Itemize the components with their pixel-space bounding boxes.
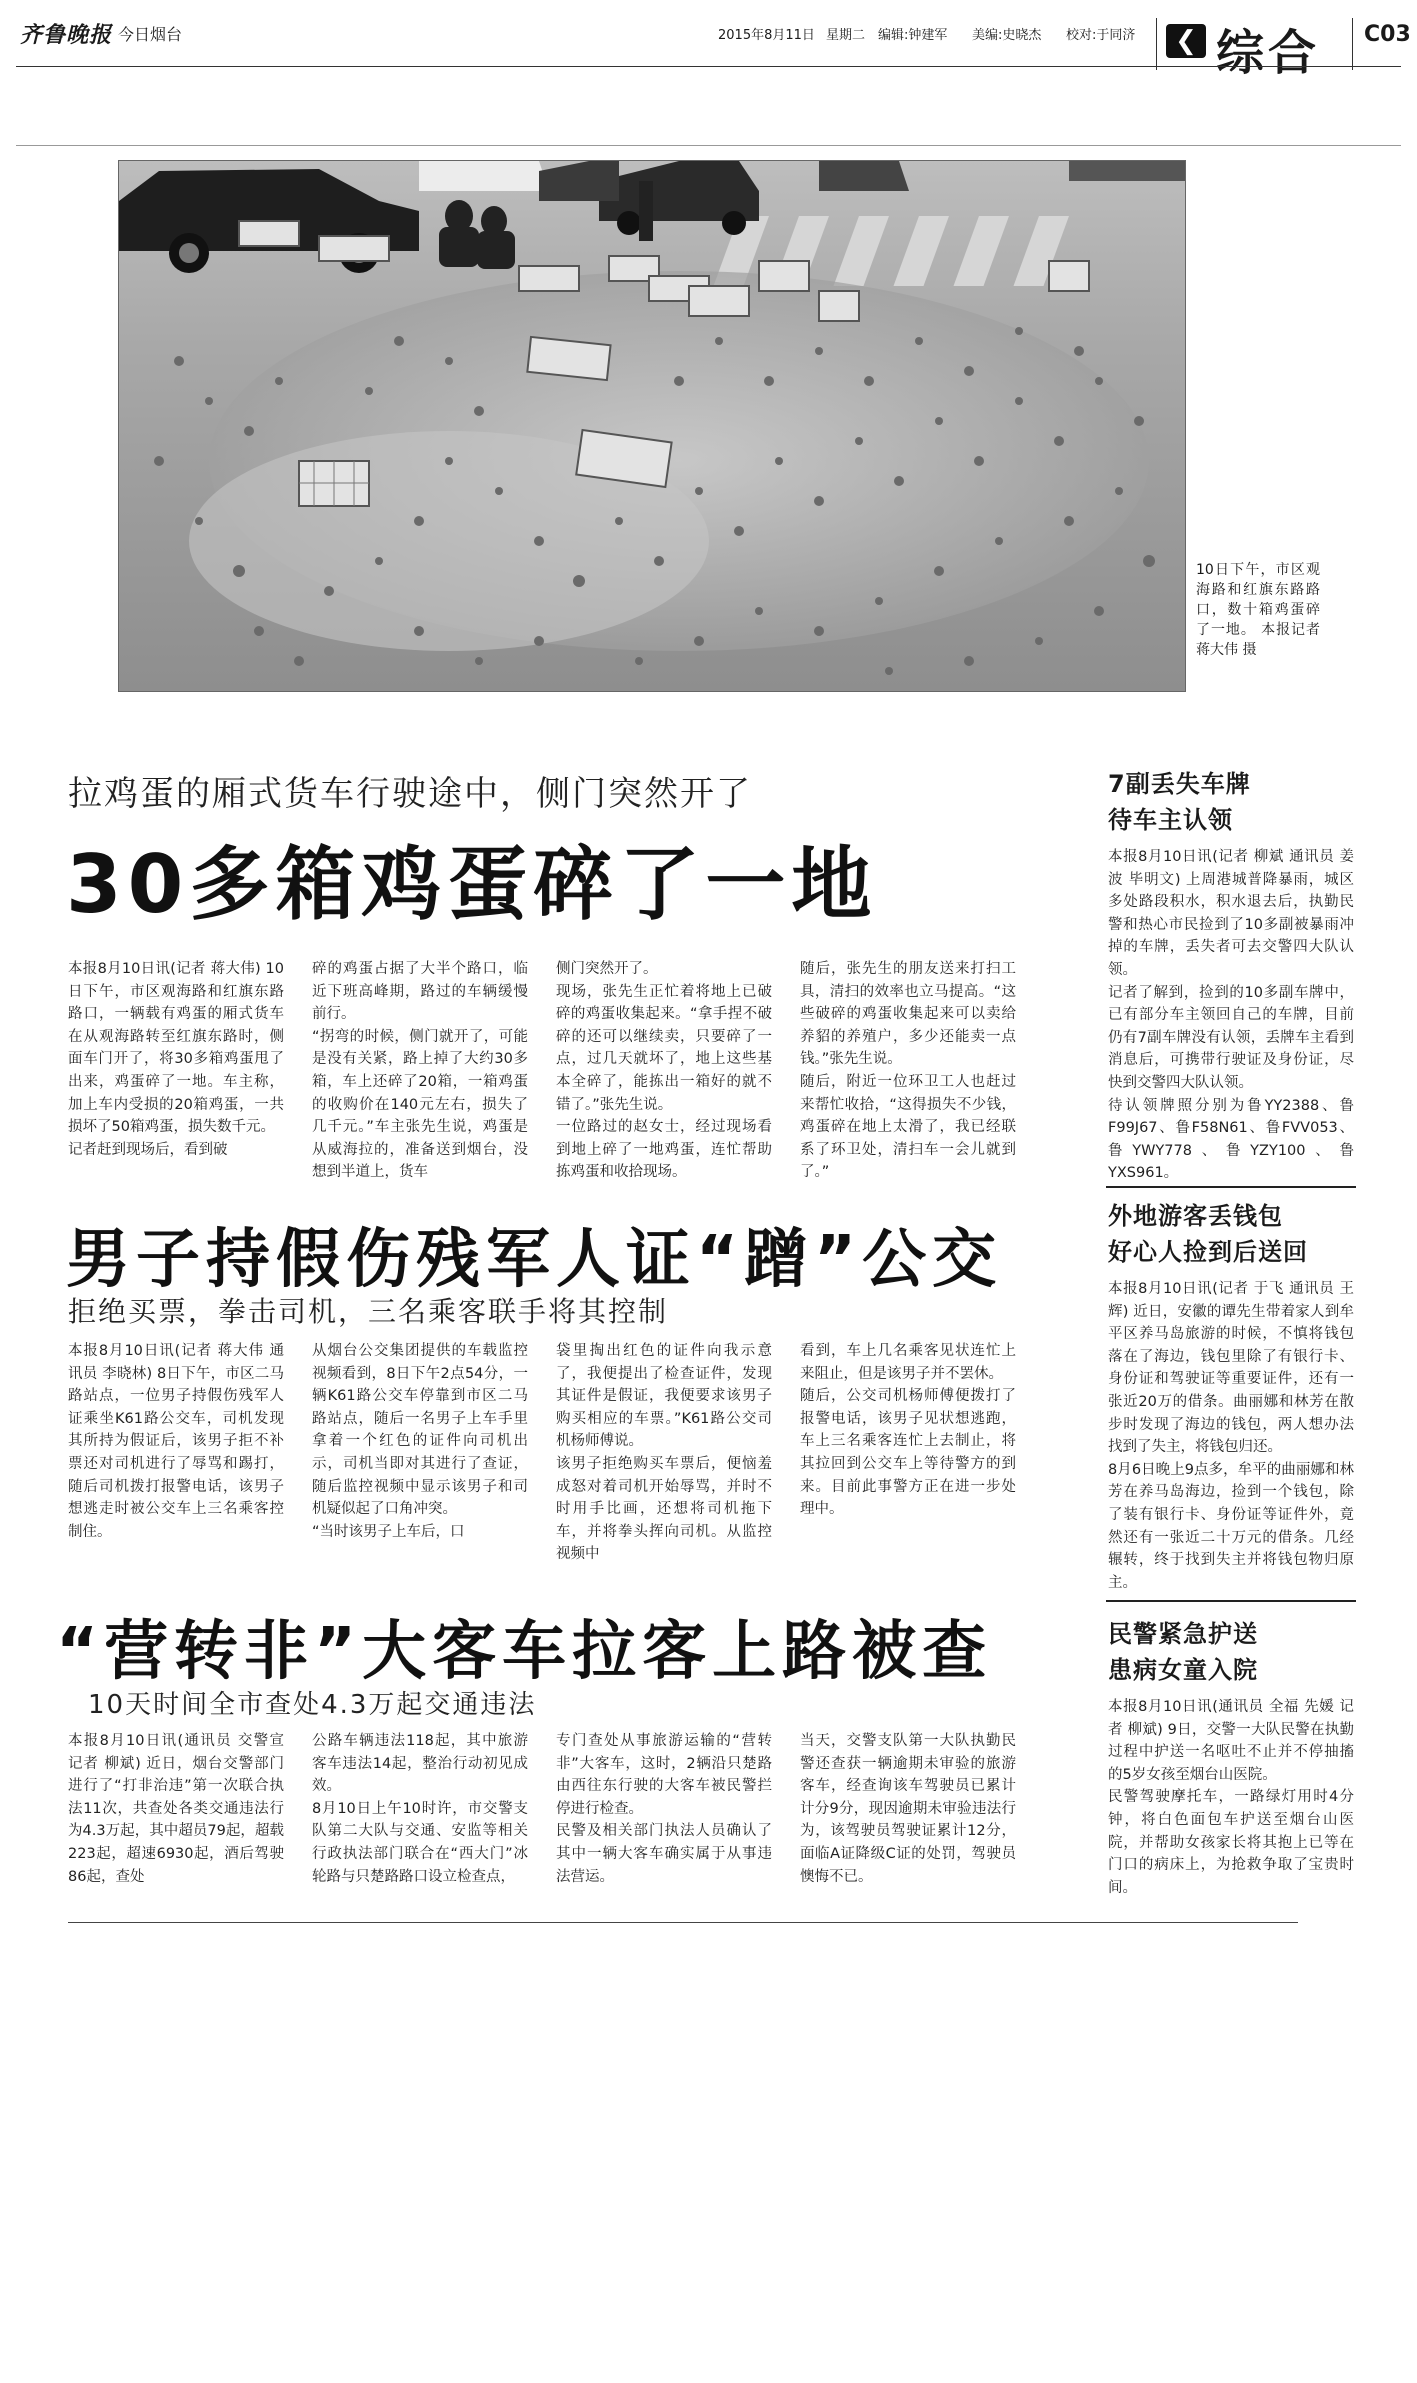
header-rule bbox=[16, 145, 1401, 146]
sidebar-item-body: 本报8月10日讯(记者 于飞 通讯员 王辉) 近日，安徽的谭先生带着家人到牟平区养马岛旅游的时候，不慎将钱包落在了海边，钱包里除了有银行卡、身份证和驾驶证等重要证件，还有一张近20万的借条。曲丽娜和林芳在散步时发现了海边的钱包，两人想办法找到了失主，将钱包归还。 8月6日晚上9点多，牟平的曲丽娜和林芳在养马岛海边，捡到一个钱包，除了装有银行卡、身份证等证件外，竟然还有一张近二十万元的借条。几经辗转，终于找到失主并将钱包物归原主。 bbox=[1108, 1281, 1354, 1591]
sidebar-rule bbox=[1106, 1600, 1356, 1602]
sidebar-item-title: 待车主认领 bbox=[1108, 806, 1233, 834]
sidebar-item-title: 外地游客丢钱包 bbox=[1108, 1202, 1283, 1230]
header-rule bbox=[16, 66, 1401, 67]
article2-deck: 拒绝买票，拳击司机，三名乘客联手将其控制 bbox=[68, 1295, 669, 1328]
sidebar-item-body: 本报8月10日讯(通讯员 全福 先媛 记者 柳斌) 9日，交警一大队民警在执勤过程中护送一名呕吐不止并不停抽搐的5岁女孩至烟台山医院。 民警驾驶摩托车，一路绿灯用时4分钟，将白色面包车护送至烟台山医院，并帮助女孩家长将其抱上已等在门口的病床上，为抢救争取了宝贵时间。 bbox=[1108, 1699, 1354, 1896]
sidebar-item-title: 民警紧急护送 bbox=[1108, 1620, 1258, 1648]
issue-weekday: 星期二 bbox=[826, 28, 866, 43]
article3-column: 专门查处从事旅游运输的“营转非”大客车，这时，2辆沿只楚路由西往东行驶的大客车被民警拦停进行检查。 民警及相关部门执法人员确认了其中一辆大客车确实属于从事违法营运。 bbox=[556, 1733, 772, 1885]
article3-column: 当天，交警支队第一大队执勤民警还查获一辆逾期未审验的旅游客车，经查询该车驾驶员已累计计分9分，现因逾期未审验违法行为，该驾驶员驾驶证累计12分，面临A证降级C证的处罚，驾驶员懊悔不已。 bbox=[800, 1733, 1016, 1885]
proofreader-credit: 校对:于同济 bbox=[1066, 28, 1136, 43]
article1-column: 碎的鸡蛋占据了大半个路口，临近下班高峰期，路过的车辆缓慢前行。 “拐弯的时候，侧门就开了，可能是没有关紧，路上掉了大约30多箱，车上还碎了20箱，一箱鸡蛋的收购价在140元左右，损失了几千元。”车主张先生说，鸡蛋是从威海拉的，准备送到烟台，没想到半道上，货车 bbox=[312, 961, 528, 1181]
article1-column: 随后，张先生的朋友送来打扫工具，清扫的效率也立马提高。“这些破碎的鸡蛋收集起来可以卖给养貂的养殖户，多少还能卖一点钱。”张先生说。 随后，附近一位环卫工人也赶过来帮忙收拾，“这得损失不少钱，鸡蛋碎在地上太滑了，我已经联系了环卫处，清扫车一会儿就到了。” bbox=[800, 961, 1016, 1181]
article1-column: 侧门突然开了。 现场，张先生正忙着将地上已破碎的鸡蛋收集起来。“拿手捏不破碎的还可以继续卖，只要碎了一点，过几天就坏了，地上这些基本全碎了，能拣出一箱好的就不错了。”张先生说。 一位路过的赵女士，经过现场看到地上碎了一地鸡蛋，连忙帮助拣鸡蛋和收拾现场。 bbox=[556, 961, 772, 1181]
article2-column: 从烟台公交集团提供的车载监控视频看到，8日下午2点54分，一辆K61路公交车停靠到市区二马路站点，随后一名男子上车手里拿着一个红色的证件向司机出示，司机当即对其进行了查证，随后监控视频中显示该男子和司机疑似起了口角冲突。 “当时该男子上车后，口 bbox=[312, 1343, 528, 1540]
article2-column: 本报8月10日讯(记者 蒋大伟 通讯员 李晓林) 8日下午，市区二马路站点，一位男子持假伤残军人证乘坐K61路公交车，司机发现其所持为假证后，该男子拒不补票还对司机进行了辱骂和踢打，随后司机拨打报警电话，该男子想逃走时被公交车上三名乘客控制住。 bbox=[68, 1343, 284, 1540]
page-code: C03 bbox=[1364, 22, 1411, 47]
article2-headline: 男子持假伤残军人证“蹭”公交 bbox=[66, 1223, 1003, 1297]
sidebar-item-title: 7副丢失车牌 bbox=[1108, 770, 1251, 798]
issue-date: 2015年8月11日 bbox=[718, 28, 815, 43]
sidebar-item-body: 本报8月10日讯(记者 柳斌 通讯员 姜波 毕明文) 上周港城普降暴雨，城区多处路段积水，积水退去后，执勤民警和热心市民捡到了10多副被暴雨冲掉的车牌，丢失者可去交警四大队认领。 记者了解到，捡到的10多副车牌中，已有部分车主领回自己的车牌，目前仍有7副车牌没有认领，丢牌车主看到消息后，可携带行驶证及身份证，尽快到交警四大队认领。 待认领牌照分别为鲁YY2388、鲁F99J67、鲁F58N61、鲁FVV053、鲁YWY778、鲁YZY100、鲁YXS961。 bbox=[1108, 849, 1354, 1182]
chevron-left-icon: ❮ bbox=[1166, 24, 1206, 58]
art-editor-credit: 美编:史晓杰 bbox=[972, 28, 1042, 43]
channel-title: 综合 bbox=[1216, 25, 1321, 81]
article3-column: 公路车辆违法118起，其中旅游客车违法14起，整治行动初见成效。 8月10日上午10时许，市交警支队第二大队与交通、安监等相关行政执法部门联合在“西大门”冰轮路与只楚路路口设立检查点， bbox=[312, 1733, 528, 1885]
sidebar-item-title: 患病女童入院 bbox=[1108, 1656, 1258, 1684]
section-name: 今日烟台 bbox=[118, 25, 183, 44]
sidebar-item-title: 好心人捡到后送回 bbox=[1108, 1238, 1308, 1266]
news-photo-broken-eggs bbox=[118, 160, 1186, 692]
article1-headline: 30多箱鸡蛋碎了一地 bbox=[66, 838, 878, 931]
masthead-logo: 齐鲁晚报 bbox=[20, 22, 113, 48]
article2-column: 袋里掏出红色的证件向我示意了，我便提出了检查证件，发现其证件是假证，我便要求该男子购买相应的车票。”K61路公交司机杨师傅说。 该男子拒绝购买车票后，便恼羞成怒对着司机开始辱骂，并时不时用手比画，还想将司机拖下车，并将拳头挥向司机。从监控视频中 bbox=[556, 1343, 772, 1563]
article3-column: 本报8月10日讯(通讯员 交警宣 记者 柳斌) 近日，烟台交警部门进行了“打非治违”第一次联合执法11次，共查处各类交通违法行为4.3万起，其中超员79起，超载223起，超速6930起，酒后驾驶86起，查处 bbox=[68, 1733, 284, 1885]
sidebar-rule bbox=[1106, 1186, 1356, 1188]
editor-credit: 编辑:钟建军 bbox=[878, 28, 948, 43]
article3-headline: “营转非”大客车拉客上路被查 bbox=[56, 1615, 993, 1689]
article1-column: 本报8月10日讯(记者 蒋大伟) 10日下午，市区观海路和红旗东路路口，一辆载有鸡蛋的厢式货车在从观海路转至红旗东路时，侧面车门开了，将30多箱鸡蛋甩了出来，鸡蛋碎了一地。车主称，加上车内受损的20箱鸡蛋，一共损坏了50箱鸡蛋，损失数千元。 记者赶到现场后，看到破 bbox=[68, 961, 284, 1158]
header-divider bbox=[1352, 18, 1353, 70]
article1-subhead: 拉鸡蛋的厢式货车行驶途中，侧门突然开了 bbox=[68, 774, 752, 814]
article3-deck: 10天时间全市查处4.3万起交通违法 bbox=[88, 1690, 537, 1720]
section-rule bbox=[68, 1922, 1298, 1923]
header-divider bbox=[1156, 18, 1157, 70]
photo-caption: 10日下午，市区观海路和红旗东路路口，数十箱鸡蛋碎了一地。 本报记者 蒋大伟 摄 bbox=[1196, 562, 1320, 658]
article2-column: 看到，车上几名乘客见状连忙上来阻止，但是该男子并不罢休。 随后，公交司机杨师傅便拨打了报警电话，该男子见状想逃跑，车上三名乘客连忙上去制止，将其拉回到公交车上等待警方的到来。目前此事警方正在进一步处理中。 bbox=[800, 1343, 1016, 1518]
